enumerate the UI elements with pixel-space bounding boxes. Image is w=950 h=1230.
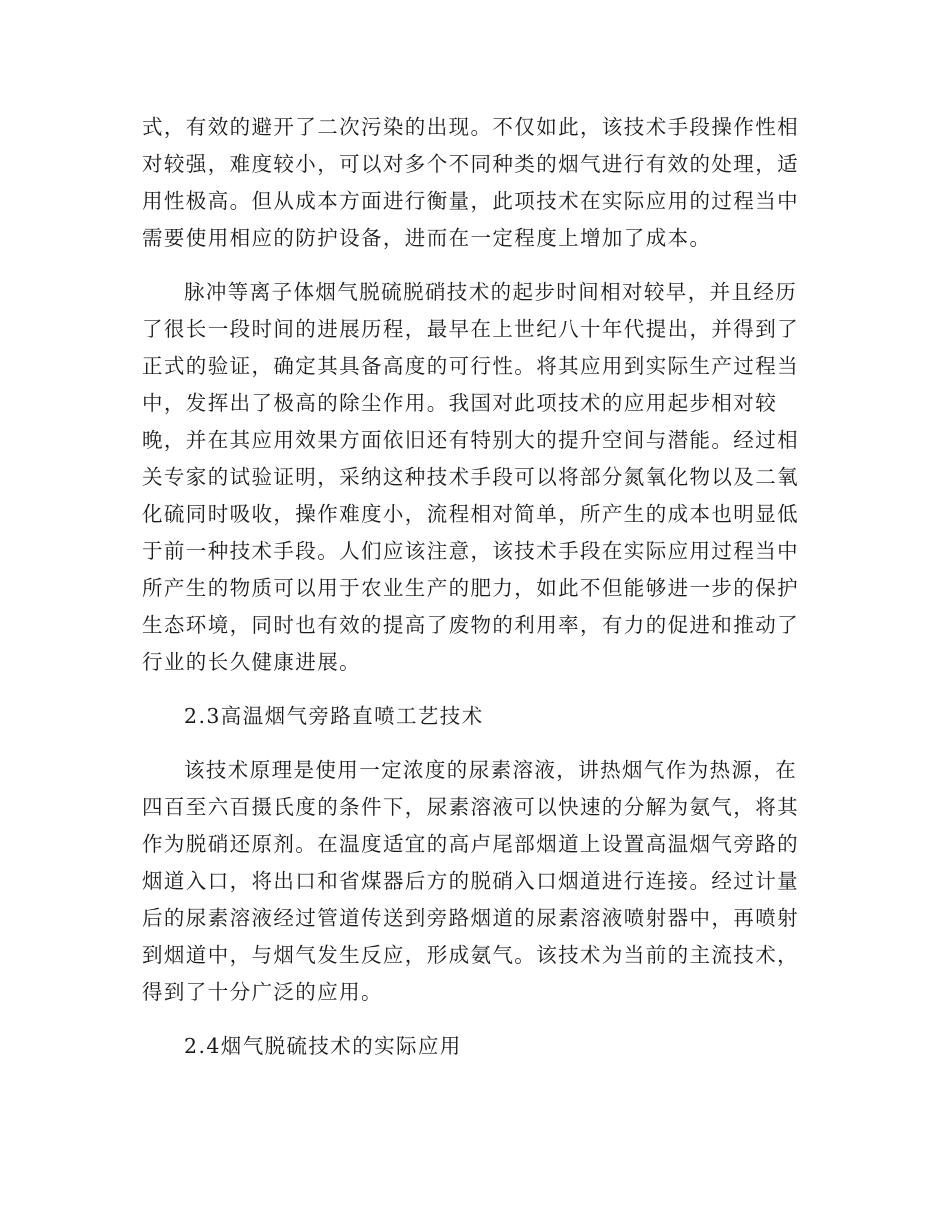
section-heading-2-3: 2.3高温烟气旁路直喷工艺技术	[184, 704, 484, 728]
paragraph-line: 烟道入口，将出口和省煤器后方的脱硝入口烟道进行连接。经过计量	[142, 869, 799, 893]
paragraph-line: 所产生的物质可以用于农业生产的肥力，如此不但能够进一步的保护	[142, 576, 799, 600]
paragraph-line: 作为脱硝还原剂。在温度适宜的高卢尾部烟道上设置高温烟气旁路的	[142, 832, 799, 856]
paragraph-line: 中，发挥出了极高的除尘作用。我国对此项技术的应用起步相对较	[142, 391, 778, 415]
paragraph-line: 脉冲等离子体烟气脱硫脱硝技术的起步时间相对较早，并且经历	[184, 280, 798, 304]
paragraph-line: 了很长一段时间的进展历程，最早在上世纪八十年代提出，并得到了	[142, 317, 799, 341]
paragraph-line: 需要使用相应的防护设备，进而在一定程度上增加了成本。	[142, 226, 712, 250]
paragraph-line: 用性极高。但从成本方面进行衡量，此项技术在实际应用的过程当中	[142, 189, 799, 213]
paragraph-line: 该技术原理是使用一定浓度的尿素溶液，讲热烟气作为热源，在	[184, 758, 798, 782]
paragraph-line: 后的尿素溶液经过管道传送到旁路烟道的尿素溶液喷射器中，再喷射	[142, 906, 799, 930]
paragraph-line: 化硫同时吸收，操作难度小，流程相对简单，所产生的成本也明显低	[142, 502, 799, 526]
paragraph-line: 行业的长久健康进展。	[142, 650, 361, 674]
section-heading-2-4: 2.4烟气脱硫技术的实际应用	[184, 1034, 462, 1058]
paragraph-line: 于前一种技术手段。人们应该注意，该技术手段在实际应用过程当中	[142, 539, 799, 563]
paragraph-line: 对较强，难度较小，可以对多个不同种类的烟气进行有效的处理，适	[142, 152, 799, 176]
paragraph-line: 关专家的试验证明，采纳这种技术手段可以将部分氮氧化物以及二氧	[142, 465, 799, 489]
paragraph-line: 到烟道中，与烟气发生反应，形成氨气。该技术为当前的主流技术，	[142, 943, 799, 967]
paragraph-line: 四百至六百摄氏度的条件下，尿素溶液可以快速的分解为氨气，将其	[142, 795, 799, 819]
paragraph-line: 晚，并在其应用效果方面依旧还有特别大的提升空间与潜能。经过相	[142, 428, 799, 452]
paragraph-line: 得到了十分广泛的应用。	[142, 980, 383, 1004]
paragraph-line: 生态环境，同时也有效的提高了废物的利用率，有力的促进和推动了	[142, 613, 799, 637]
paragraph-line: 式，有效的避开了二次污染的出现。不仅如此，该技术手段操作性相	[142, 115, 799, 139]
paragraph-line: 正式的验证，确定其具备高度的可行性。将其应用到实际生产过程当	[142, 354, 799, 378]
